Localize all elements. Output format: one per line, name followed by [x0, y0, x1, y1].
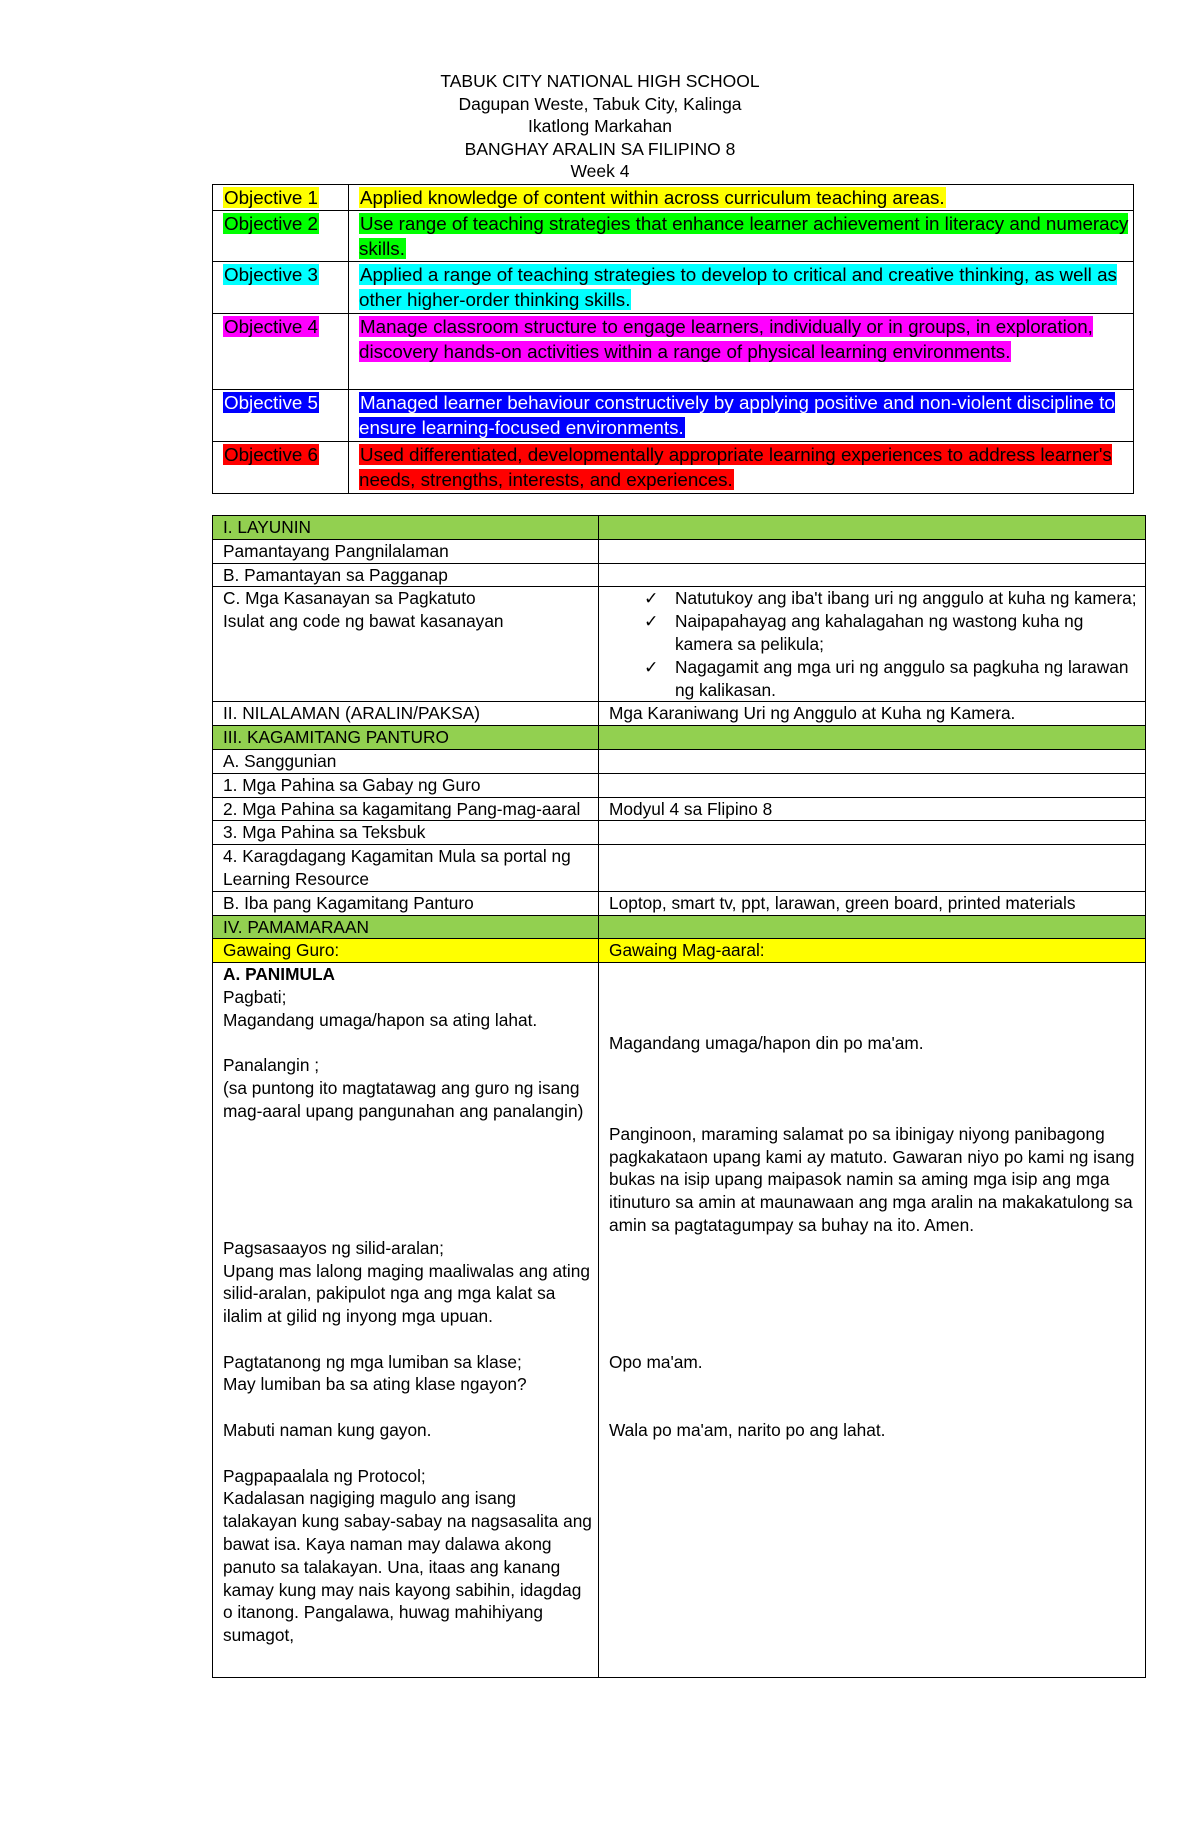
week: Week 4 [570, 161, 630, 181]
check-icon: ✓ [644, 656, 659, 677]
objective-text: Use range of teaching strategies that enhance learner achievement in literacy and numeracy skills. [359, 213, 1129, 259]
protocol-text: Kadalasan nagiging magulo ang isang talakayan kung sabay-sabay na nagsasalita ang bawat isa. Kaya naman may dalawa akong panuto sa talakayan. Una, itaas ang kanang kamay kung may nais kayong sabihin, idagdag o itanong. Pangalawa, huwag mahihiyang sumagot, [223, 1488, 592, 1646]
panimula-heading: A. PANIMULA [223, 964, 335, 985]
objective-text: Applied knowledge of content within across curriculum teaching areas. [360, 187, 945, 208]
table-row [213, 563, 1146, 587]
objective-row [213, 390, 1134, 442]
check-icon: ✓ [644, 588, 659, 609]
pagtatanong-label: Pagtatanong ng mga lumiban sa klase; [223, 1351, 522, 1372]
objective-text: Applied a range of teaching strategies to develop to critical and creative thinking, as well as other higher-order thinking skills. [359, 264, 1117, 310]
pagtatanong-text: May lumiban ba sa ating klase ngayon? [223, 1374, 527, 1395]
row-label: C. Mga Kasanayan sa Pagkatuto [223, 588, 476, 609]
row-value: Loptop, smart tv, ppt, larawan, green board, printed materials [599, 891, 1146, 915]
objective-row [213, 211, 1134, 262]
row-label: 4. Karagdagang Kagamitan Mula sa portal ng Learning Resource [213, 845, 599, 892]
objectives-table [212, 184, 1134, 494]
objective-label: Objective 1 [224, 187, 318, 208]
objective-text: Used differentiated, developmentally appropriate learning experiences to address learner's needs, strengths, interests, and experiences. [359, 444, 1112, 490]
lesson-plan-table [212, 515, 1146, 1678]
table-row [213, 845, 1146, 892]
quarter: Ikatlong Markahan [528, 116, 672, 136]
document-header [0, 70, 1200, 183]
competency-list [609, 587, 1141, 701]
row-sublabel: Isulat ang code ng bawat kasanayan [223, 611, 504, 632]
panalangin-text: (sa puntong ito magtatawag ang guro ng isang mag-aaral upang pangunahan ang panalangin) [223, 1078, 584, 1121]
row-value: Mga Karaniwang Uri ng Anggulo at Kuha ng Kamera. [599, 702, 1146, 726]
section-title: IV. PAMAMARAAN [213, 915, 599, 939]
row-value: Modyul 4 sa Flipino 8 [599, 797, 1146, 821]
row-label: 2. Mga Pahina sa kagamitang Pang-mag-aaral [213, 797, 599, 821]
row-label: B. Iba pang Kagamitang Panturo [213, 891, 599, 915]
objective-row [213, 185, 1134, 211]
teacher-column-header: Gawaing Guro: [213, 939, 599, 963]
objective-text: Manage classroom structure to engage learners, individually or in groups, in exploration, discovery hands-on activities within a range of physical learning environments. [359, 316, 1093, 362]
section-row-kagamitan [213, 726, 1146, 750]
objective-row [213, 262, 1134, 314]
list-item: ✓ Nagagamit ang mga uri ng anggulo sa pagkuha ng larawan ng kalikasan. [644, 656, 1129, 700]
table-row [213, 891, 1146, 915]
panalangin-reply: Panginoon, maraming salamat po sa ibinigay niyong panibagong pagkakataon upang kami ay matuto. Gawaran niyo po kami ng isang bukas na isip upang maipasok namin sa aming mga isip ang mga itinuturo sa amin at maunawaan ang mga aralin na makakatulong sa amin sa pagtatagumpay sa buhay na ito. Amen. [609, 1123, 1135, 1235]
table-row [213, 749, 1146, 773]
objective-label: Objective 5 [224, 392, 318, 413]
section-row-layunin [213, 516, 1146, 540]
check-icon: ✓ [644, 611, 659, 632]
opo-reply: Opo ma'am. [609, 1351, 703, 1372]
activity-header-row [213, 939, 1146, 963]
section-row-pamamaraan [213, 915, 1146, 939]
school-address: Dagupan Weste, Tabuk City, Kalinga [458, 93, 742, 114]
table-row [213, 702, 1146, 726]
pagsasaayos-text: Upang mas lalong maging maaliwalas ang ating silid-aralan, pakipulot nga ang mga kalat sa ilalim at gilid ng inyong mga upuan. [223, 1260, 590, 1327]
table-row [213, 821, 1146, 845]
list-item: ✓ Natutukoy ang iba't ibang uri ng anggulo at kuha ng kamera; [644, 588, 1137, 609]
wala-reply: Wala po ma'am, narito po ang lahat. [609, 1420, 886, 1441]
pagbati-text: Magandang umaga/hapon sa ating lahat. [223, 1009, 538, 1030]
objective-text: Managed learner behaviour constructively by applying positive and non-violent discipline to ensure learning-focused environments. [359, 392, 1115, 438]
table-row [213, 539, 1146, 563]
list-item: ✓ Naipapahayag ang kahalagahan ng wastong kuha ng kamera sa pelikula; [644, 611, 1084, 654]
row-label: B. Pamantayan sa Pagganap [213, 563, 599, 587]
pagsasaayos-label: Pagsasaayos ng silid-aralan; [223, 1237, 444, 1258]
row-label: A. Sanggunian [213, 749, 599, 773]
protocol-label: Pagpapaalala ng Protocol; [223, 1465, 426, 1486]
table-row [213, 773, 1146, 797]
plan-title: BANGHAY ARALIN SA FILIPINO 8 [464, 138, 736, 159]
student-column-header: Gawaing Mag-aaral: [599, 939, 1146, 963]
section-title: I. LAYUNIN [213, 516, 599, 540]
objective-label: Objective 2 [224, 213, 318, 234]
table-row [213, 587, 1146, 702]
objective-label: Objective 6 [224, 444, 318, 465]
objective-label: Objective 4 [224, 316, 318, 337]
objective-label: Objective 3 [224, 264, 318, 285]
table-row [213, 797, 1146, 821]
pagbati-label: Pagbati; [223, 986, 287, 1007]
row-label: 3. Mga Pahina sa Teksbuk [213, 821, 599, 845]
pagbati-reply: Magandang umaga/hapon din po ma'am. [609, 1032, 924, 1053]
objective-row [213, 314, 1134, 390]
activity-row [213, 963, 1146, 1678]
section-title: III. KAGAMITANG PANTURO [213, 726, 599, 750]
mabuti-text: Mabuti naman kung gayon. [223, 1420, 432, 1441]
row-label: II. NILALAMAN (ARALIN/PAKSA) [213, 702, 599, 726]
row-label: Pamantayang Pangnilalaman [213, 539, 599, 563]
panalangin-label: Panalangin ; [223, 1055, 320, 1076]
row-label: 1. Mga Pahina sa Gabay ng Guro [213, 773, 599, 797]
objective-row [213, 442, 1134, 494]
school-name: TABUK CITY NATIONAL HIGH SCHOOL [440, 71, 760, 91]
